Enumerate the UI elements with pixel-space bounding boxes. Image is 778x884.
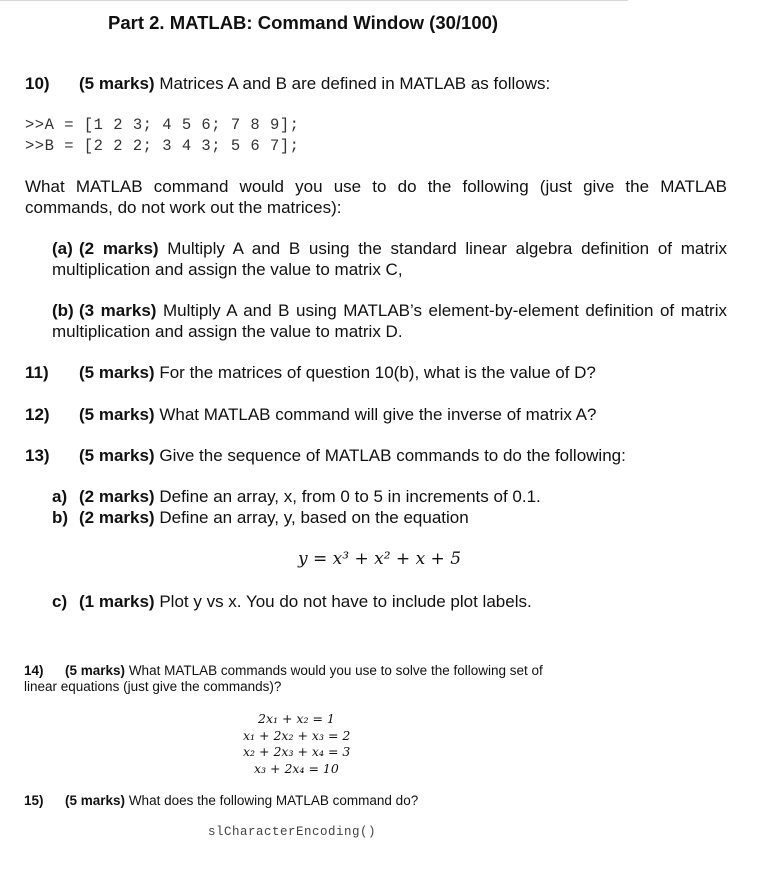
sub-text: Define an array, x, from 0 to 5 in increments of 0.1. — [159, 487, 541, 506]
equation-2: x₁ + 2x₂ + x₃ = 2 — [243, 728, 351, 743]
sub-text: Plot y vs x. You do not have to include plot labels. — [159, 592, 532, 611]
question-number: 15) — [24, 793, 44, 808]
sub-label: b) — [52, 508, 69, 527]
question-number: 11) — [25, 363, 49, 382]
question-13b — [52, 507, 469, 528]
equation-y: y = x³ + x² + x + 5 — [298, 549, 462, 569]
marks: (5 marks) — [79, 74, 155, 93]
equation-1: 2x₁ + x₂ = 1 — [258, 711, 335, 726]
question-10 — [25, 73, 550, 94]
marks: (2 marks) — [79, 239, 159, 258]
question-10-prompt: What MATLAB command would you use to do the following (just give the MATLAB commands, do not work out the matrices): — [25, 177, 727, 217]
marks: (2 marks) — [79, 487, 155, 506]
marks: (5 marks) — [65, 793, 126, 808]
equation-3: x₂ + 2x₃ + x₄ = 3 — [243, 744, 351, 759]
code-matrix-a: >>A = [1 2 3; 4 5 6; 7 8 9]; — [25, 116, 300, 134]
question-text: For the matrices of question 10(b), what is the value of D? — [159, 363, 596, 382]
question-13 — [25, 445, 626, 466]
question-number: 10) — [25, 74, 50, 93]
question-text: Matrices A and B are defined in MATLAB as follows: — [159, 74, 551, 93]
page-title: Part 2. MATLAB: Command Window (30/100) — [108, 12, 499, 33]
code-command: slCharacterEncoding() — [208, 825, 377, 839]
question-text: What does the following MATLAB command do? — [128, 793, 419, 808]
marks: (5 marks) — [79, 446, 155, 465]
question-text: What MATLAB commands would you use to solve the following set of linear equations (just give the commands)? — [24, 663, 543, 694]
marks: (5 marks) — [79, 405, 155, 424]
question-text: Give the sequence of MATLAB commands to do the following: — [159, 446, 626, 465]
question-10b — [52, 300, 727, 342]
sub-text: Multiply A and B using the standard linear algebra definition of matrix multiplication and assign the value to matrix C, — [52, 239, 727, 279]
sub-label: (a) — [52, 239, 73, 258]
code-matrix-b: >>B = [2 2 2; 3 4 3; 5 6 7]; — [25, 137, 300, 155]
sub-label: c) — [52, 592, 68, 611]
question-10a — [52, 238, 727, 280]
top-rule — [0, 0, 628, 1]
question-14 — [24, 663, 564, 695]
question-13c — [52, 591, 532, 612]
question-text: What MATLAB command will give the inverse of matrix A? — [159, 405, 597, 424]
marks: (3 marks) — [79, 301, 157, 320]
marks: (2 marks) — [79, 508, 155, 527]
question-number: 13) — [25, 446, 50, 465]
equation-4: x₃ + 2x₄ = 10 — [254, 761, 339, 776]
sub-text: Define an array, y, based on the equation — [159, 508, 469, 527]
marks: (5 marks) — [65, 663, 126, 678]
question-number: 14) — [24, 663, 44, 678]
question-number: 12) — [25, 405, 50, 424]
sub-text: Multiply A and B using MATLAB’s element-by-element definition of matrix multiplication and assign the value to matrix D. — [52, 301, 727, 341]
question-13a — [52, 486, 541, 507]
marks: (1 marks) — [79, 592, 155, 611]
marks: (5 marks) — [79, 363, 155, 382]
question-15 — [24, 793, 418, 809]
sub-label: (b) — [52, 301, 74, 320]
question-12 — [25, 404, 596, 425]
question-11 — [25, 362, 596, 383]
sub-label: a) — [52, 487, 68, 506]
